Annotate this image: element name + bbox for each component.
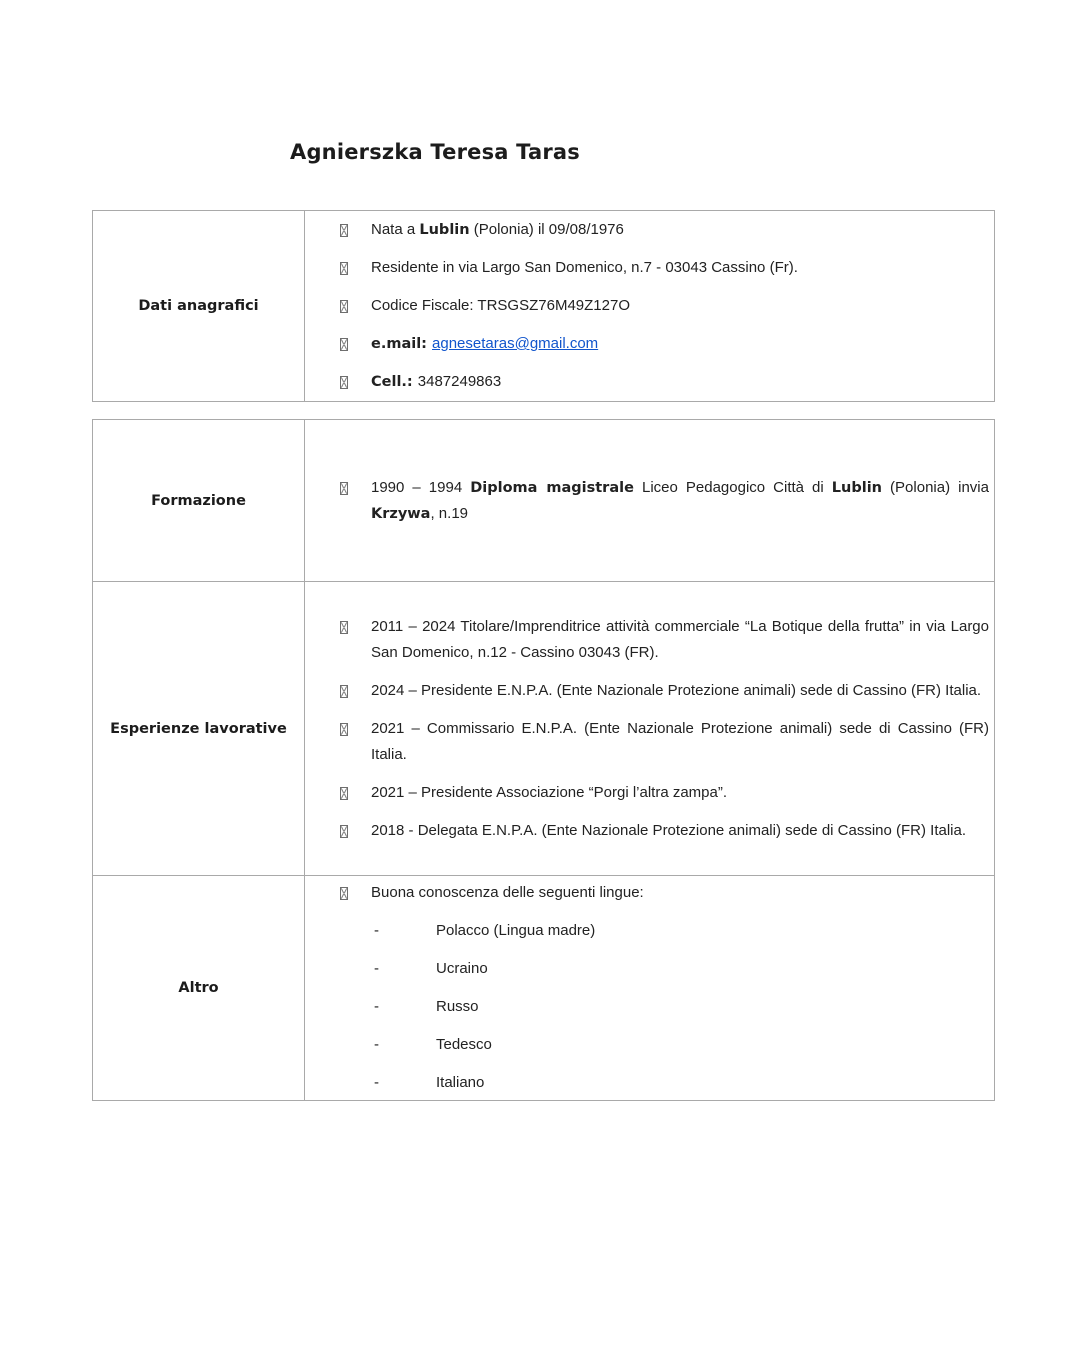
item-text — [436, 994, 989, 1020]
bullet-column — [340, 293, 371, 319]
item-text — [371, 678, 989, 704]
text-run: 2018 - Delegata E.N.P.A. (Ente Nazionale Protezione animali) sede di Cassino (FR) Italia. — [371, 821, 967, 839]
bullet-column — [340, 678, 371, 704]
section-content-esperienze-lavorative — [305, 582, 994, 875]
email-link[interactable]: agnesetaras@gmail.com — [432, 335, 599, 352]
text-run: Nata a — [371, 221, 420, 238]
text-run: Ucraino — [436, 960, 488, 977]
text-run: 2021 – Commissario E.N.P.A. (Ente Nazionale Protezione animali) sede di Cassino (FR) Italia. — [371, 719, 989, 763]
section-content-altro — [305, 876, 994, 1100]
list-item — [340, 880, 989, 906]
item-text — [436, 956, 989, 982]
section-content-formazione — [305, 420, 994, 581]
bullet-column — [340, 217, 371, 243]
item-text — [371, 475, 989, 527]
list-item — [340, 369, 989, 395]
row-altro — [93, 875, 994, 1100]
bullet-column — [340, 780, 371, 806]
bullet-column — [340, 614, 371, 666]
text-run: Buona conoscenza delle seguenti lingue: — [371, 884, 644, 901]
section-content-dati-anagrafici — [305, 211, 994, 401]
text-run: Liceo Pedagogico Città di — [633, 478, 832, 496]
section-label-formazione: Formazione — [93, 420, 305, 581]
item-text — [371, 614, 989, 666]
text-run: 1990 – 1994 — [371, 478, 471, 496]
text-run: Codice Fiscale: TRSGSZ76M49Z127O — [371, 297, 630, 314]
hand-font-text: Cell.: — [371, 374, 418, 390]
missing-glyph-tofu-icon — [340, 685, 348, 698]
sub-list-item — [371, 1070, 989, 1096]
item-text — [371, 780, 989, 806]
item-text — [436, 1070, 989, 1096]
bullet-column — [340, 880, 371, 906]
missing-glyph-tofu-icon — [340, 262, 348, 275]
hand-font-text: Lublin — [831, 479, 882, 496]
item-text — [436, 1032, 989, 1058]
missing-glyph-tofu-icon — [340, 338, 348, 351]
row-esperienze-lavorative — [93, 581, 994, 875]
item-text — [371, 217, 989, 243]
bullet-column — [340, 716, 371, 768]
missing-glyph-tofu-icon — [340, 825, 348, 838]
dati-anagrafici-table — [92, 210, 995, 402]
bullet-column — [340, 818, 371, 844]
bullet-column — [340, 255, 371, 281]
dash-bullet-icon: - — [374, 998, 379, 1015]
missing-glyph-tofu-icon — [340, 224, 348, 237]
text-run: 2011 – 2024 Titolare/Imprenditrice attività commerciale “La Botique della frutta” in via Largo San Domenico, n.12 - Cassino 03043 (FR). — [371, 617, 989, 661]
dash-bullet-icon: - — [374, 960, 379, 977]
bullet-column — [340, 331, 371, 357]
text-run: 2021 – Presidente Associazione “Porgi l’altra zampa”. — [371, 783, 728, 801]
item-text — [371, 818, 989, 844]
sub-list-item — [371, 994, 989, 1020]
list-item — [340, 475, 989, 527]
bullet-column — [340, 475, 371, 527]
dash-bullet-icon: - — [374, 1074, 379, 1091]
cv-tables — [92, 210, 995, 1101]
item-text — [436, 918, 989, 944]
missing-glyph-tofu-icon — [340, 482, 348, 495]
text-run: Italiano — [436, 1074, 485, 1091]
list-item — [340, 614, 989, 666]
page-title: Agnierszka Teresa Taras — [290, 140, 580, 164]
text-run: , n.19 — [430, 504, 468, 522]
list-item — [340, 716, 989, 768]
sub-list-item — [371, 918, 989, 944]
missing-glyph-tofu-icon — [340, 621, 348, 634]
text-run: Russo — [436, 998, 479, 1015]
list-item — [340, 678, 989, 704]
hand-font-text: Diploma magistrale — [470, 479, 634, 496]
hand-font-text: Lublin — [419, 222, 470, 238]
missing-glyph-tofu-icon — [340, 887, 348, 900]
sub-list-item — [371, 956, 989, 982]
list-item — [340, 331, 989, 357]
item-text — [371, 716, 989, 768]
missing-glyph-tofu-icon — [340, 723, 348, 736]
list-item — [340, 780, 989, 806]
text-run: (Polonia) invia — [882, 478, 989, 496]
text-run: Tedesco — [436, 1036, 492, 1053]
bullet-column — [340, 369, 371, 395]
text-run: Residente in via Largo San Domenico, n.7 - 03043 Cassino (Fr). — [371, 259, 798, 276]
hand-font-text: e.mail: — [371, 336, 433, 352]
item-text — [371, 255, 989, 281]
missing-glyph-tofu-icon — [340, 787, 348, 800]
cv-sections-table — [92, 419, 995, 1101]
section-label-altro: Altro — [93, 876, 305, 1100]
item-text — [371, 293, 989, 319]
text-run: Polacco (Lingua madre) — [436, 922, 596, 939]
section-label-dati-anagrafici: Dati anagrafici — [93, 211, 305, 401]
item-text — [371, 331, 989, 357]
dash-bullet-icon: - — [374, 922, 379, 939]
list-item — [340, 818, 989, 844]
text-run: 3487249863 — [417, 373, 502, 390]
text-run: 2024 – Presidente E.N.P.A. (Ente Nazionale Protezione animali) sede di Cassino (FR) Italia. — [371, 681, 982, 699]
item-text — [371, 880, 989, 906]
list-item — [340, 255, 989, 281]
list-item — [340, 293, 989, 319]
section-label-esperienze-lavorative: Esperienze lavorative — [93, 582, 305, 875]
missing-glyph-tofu-icon — [340, 300, 348, 313]
row-dati-anagrafici — [93, 211, 994, 401]
dash-bullet-icon: - — [374, 1036, 379, 1053]
text-run: (Polonia) il 09/08/1976 — [469, 221, 624, 238]
list-item — [340, 217, 989, 243]
row-formazione — [93, 420, 994, 581]
item-text — [371, 369, 989, 395]
sub-list-item — [371, 1032, 989, 1058]
hand-font-text: Krzywa — [371, 505, 431, 522]
missing-glyph-tofu-icon — [340, 376, 348, 389]
